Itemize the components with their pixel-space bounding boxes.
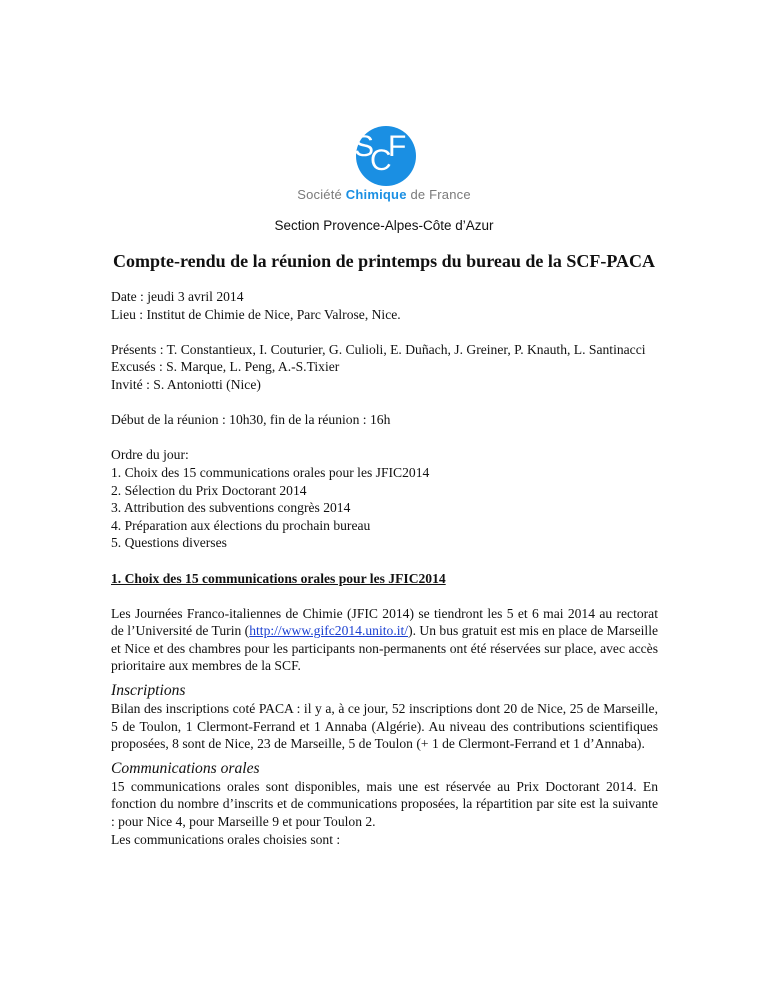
- meeting-location: Lieu : Institut de Chimie de Nice, Parc Valrose, Nice.: [111, 306, 401, 322]
- svg-text:S: S: [354, 130, 375, 163]
- intro-text-before-link: Les Journées Franco-italiennes de Chimie (JFIC 2014) se tiendront les 5 et 6 mai 2014 au rectorat de l’Université de Turin (: [111, 605, 658, 639]
- meeting-date: Date : jeudi 3 avril 2014: [111, 289, 244, 304]
- communications-heading: Communications orales: [111, 759, 260, 777]
- document-body: [111, 288, 658, 848]
- inscriptions-text: Bilan des inscriptions coté PACA : il y a, à ce jour, 52 inscriptions dont 20 de Nice, 25 de Marseille, 5 de Toulon, 1 Clermont-Ferrand et 1 Annaba (Algérie). Au niveau des contributions scientifiques proposées, 8 sont de Nice, 23 de Marseille, 5 de Toulon (+ 1 de Clermont-Ferrand et 1 d’Annaba).: [111, 701, 658, 752]
- agenda-item: 3. Attribution des subventions congrès 2014: [111, 500, 351, 516]
- agenda-item: 5. Questions diverses: [111, 535, 227, 551]
- svg-text:C: C: [370, 144, 392, 177]
- logo-tag-chimique: Chimique: [345, 187, 407, 202]
- communications-text: 15 communications orales sont disponibles, mais une est réservée au Prix Doctorant 2014. En fonction du nombre d’inscrits et de communications proposées, la répartition par site est la suivante : pour Nice 4, pour Marseille 9 et pour Toulon 2.: [111, 778, 658, 830]
- attendees-excused: Excusés : S. Marque, L. Peng, A.-S.Tixier: [111, 359, 340, 375]
- agenda-item: 4. Préparation aux élections du prochain bureau: [111, 517, 371, 533]
- section-line: Section Provence-Alpes-Côte d’Azur: [274, 218, 494, 233]
- agenda-heading: Ordre du jour:: [111, 447, 189, 463]
- svg-text:F: F: [388, 130, 407, 163]
- section-1-heading: 1. Choix des 15 communications orales pour les JFIC2014: [111, 570, 446, 586]
- scf-logo-mark: [324, 125, 444, 187]
- attendees-present: Présents : T. Constantieux, I. Couturier, G. Culioli, E. Duñach, J. Greiner, P. Knauth, L. Santinacci: [111, 341, 646, 357]
- attendees-guest: Invité : S. Antoniotti (Nice): [111, 376, 261, 392]
- agenda-item: 2. Sélection du Prix Doctorant 2014: [111, 482, 307, 498]
- section-1-intro: [111, 605, 658, 675]
- logo-tag-societe: Société: [297, 187, 342, 202]
- agenda-item: 1. Choix des 15 communications orales pour les JFIC2014: [111, 464, 430, 480]
- intro-text-after-link: ). Un bus gratuit est mis en place de Marseille et Nice et des chambres pour les participants non-permanents ont été réservées sur place, avec accès prioritaire aux membres de la SCF.: [111, 623, 659, 674]
- inscriptions-heading: Inscriptions: [111, 682, 186, 700]
- logo-tag-de-france: de France: [410, 187, 471, 202]
- scf-logo-tagline: [0, 187, 768, 202]
- scf-logo: [0, 125, 768, 202]
- congress-website-link[interactable]: http://www.gifc2014.unito.it/: [249, 623, 409, 639]
- page-title: Compte-rendu de la réunion de printemps du bureau de la SCF-PACA: [112, 251, 656, 271]
- meeting-timing: Début de la réunion : 10h30, fin de la réunion : 16h: [111, 412, 391, 428]
- communications-list-intro: Les communications orales choisies sont :: [111, 831, 341, 847]
